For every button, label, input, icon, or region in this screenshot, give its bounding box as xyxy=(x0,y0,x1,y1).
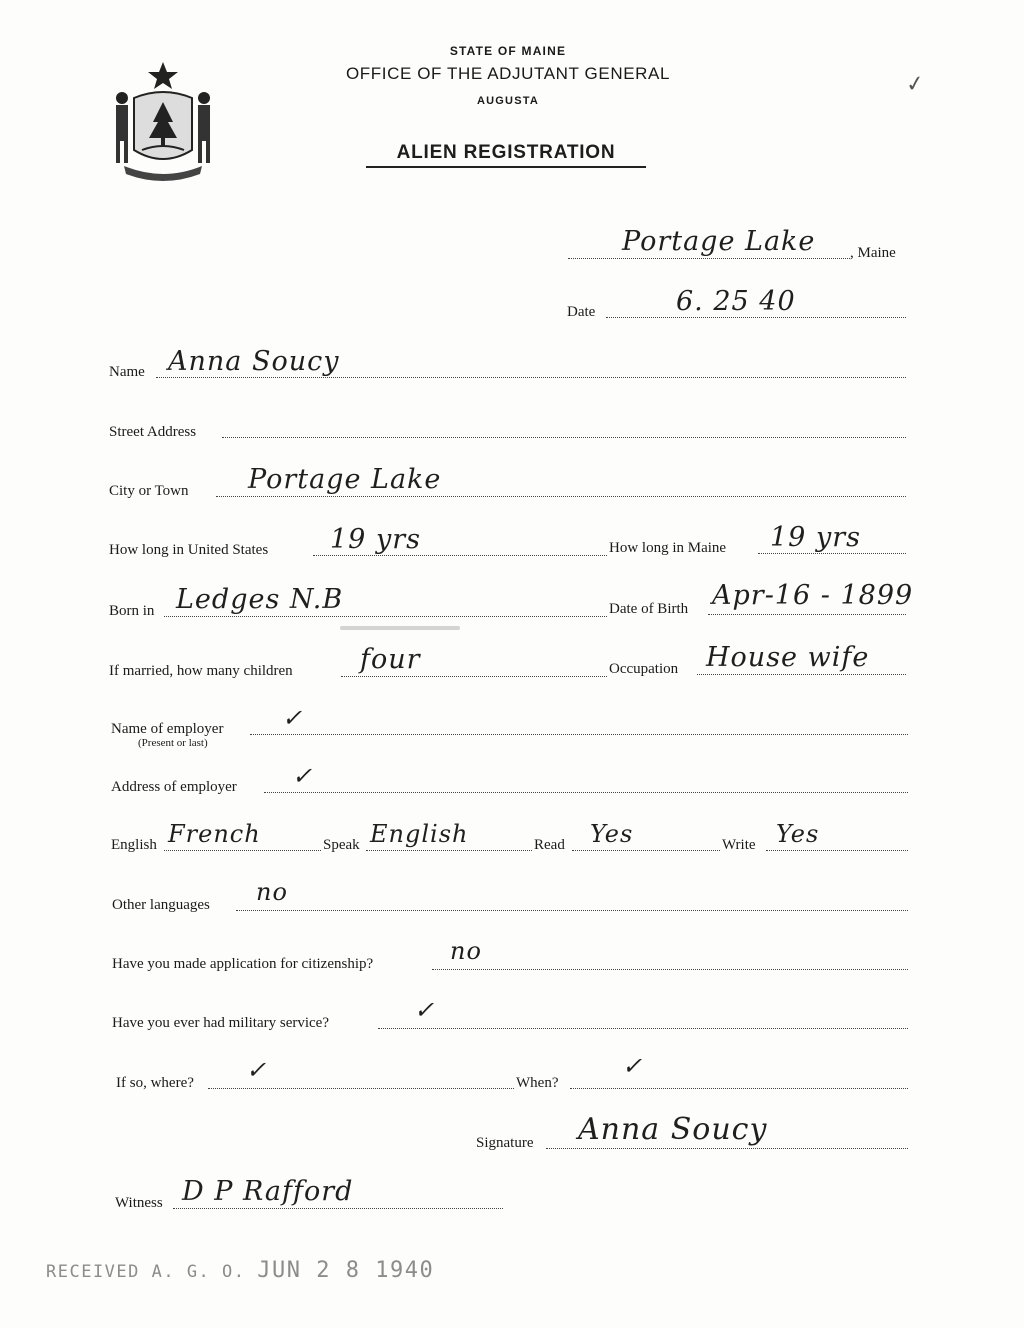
date-of-birth-label: Date of Birth xyxy=(609,601,689,617)
signature-value: Anna Soucy xyxy=(578,1112,768,1147)
employer-name-sublabel: (Present or last) xyxy=(138,737,208,749)
when-label: When? xyxy=(516,1075,559,1091)
form-title: ALIEN REGISTRATION xyxy=(366,142,646,168)
read-line xyxy=(572,850,720,851)
name-value: Anna Soucy xyxy=(168,346,340,377)
born-in-label: Born in xyxy=(109,603,155,619)
place-value: Portage Lake xyxy=(622,226,816,257)
received-stamp-date: JUN 2 8 1940 xyxy=(257,1258,435,1283)
born-in-value: Ledges N.B xyxy=(176,584,344,615)
date-of-birth-value: Apr-16 - 1899 xyxy=(712,580,914,611)
maine-state-seal-icon xyxy=(104,58,222,184)
speak-value: English xyxy=(370,820,469,848)
signature-line xyxy=(546,1148,908,1149)
how-long-us-value: 19 yrs xyxy=(330,524,421,555)
received-stamp xyxy=(46,1258,434,1283)
occupation-value: House wife xyxy=(706,642,870,673)
how-long-maine-value: 19 yrs xyxy=(770,522,861,553)
born-in-line xyxy=(164,616,607,617)
military-value: ✓ xyxy=(414,996,436,1024)
english-line xyxy=(164,850,321,851)
children-value: four xyxy=(360,644,421,675)
office-heading: OFFICE OF THE ADJUTANT GENERAL xyxy=(345,64,671,83)
name-line xyxy=(156,377,906,378)
read-value: Yes xyxy=(590,820,634,848)
date-label: Date xyxy=(567,304,596,320)
how-long-us-label: How long in United States xyxy=(109,542,269,558)
received-stamp-prefix: RECEIVED A. G. O. xyxy=(46,1262,246,1282)
witness-value: D P Rafford xyxy=(182,1176,354,1207)
speak-line xyxy=(366,850,532,851)
other-languages-line xyxy=(236,910,908,911)
write-value: Yes xyxy=(776,820,820,848)
city-heading: AUGUSTA xyxy=(477,95,539,107)
signature-label: Signature xyxy=(476,1135,534,1151)
military-label: Have you ever had military service? xyxy=(112,1015,329,1031)
when-value: ✓ xyxy=(622,1052,644,1080)
employer-address-line xyxy=(264,792,908,793)
children-label: If married, how many children xyxy=(109,663,293,679)
where-value: ✓ xyxy=(246,1056,268,1084)
city-town-label: City or Town xyxy=(109,483,189,499)
where-line xyxy=(208,1088,514,1089)
english-label: English xyxy=(111,837,157,853)
employer-name-line xyxy=(250,734,908,735)
speak-label: Speak xyxy=(323,837,360,853)
military-line xyxy=(378,1028,908,1029)
write-label: Write xyxy=(722,837,756,853)
children-line xyxy=(341,676,607,677)
name-label: Name xyxy=(109,364,145,380)
date-value: 6. 25 40 xyxy=(676,286,796,317)
how-long-maine-label: How long in Maine xyxy=(609,540,727,556)
citizenship-value: no xyxy=(450,937,482,965)
city-town-line xyxy=(216,496,906,497)
employer-address-label: Address of employer xyxy=(111,779,237,795)
read-label: Read xyxy=(534,837,565,853)
witness-label: Witness xyxy=(115,1195,163,1211)
citizenship-line xyxy=(432,969,908,970)
employer-name-value: ✓ xyxy=(282,704,304,732)
occupation-line xyxy=(697,674,906,675)
write-line xyxy=(766,850,908,851)
citizenship-label: Have you made application for citizenship? xyxy=(112,956,374,972)
how-long-us-line xyxy=(313,555,607,556)
witness-line xyxy=(173,1208,503,1209)
place-suffix: , Maine xyxy=(850,245,896,261)
other-languages-label: Other languages xyxy=(112,897,210,913)
place-line xyxy=(568,258,850,259)
date-line xyxy=(606,317,906,318)
corner-check-mark: ✓ xyxy=(904,70,927,99)
employer-address-value: ✓ xyxy=(292,762,314,790)
street-address-label: Street Address xyxy=(109,424,197,440)
street-address-line xyxy=(222,437,906,438)
other-languages-value: no xyxy=(256,878,288,906)
when-line xyxy=(570,1088,908,1089)
pencil-underline xyxy=(340,626,460,630)
date-of-birth-line xyxy=(708,614,906,615)
english-value: French xyxy=(168,820,261,848)
how-long-maine-line xyxy=(758,553,906,554)
where-label: If so, where? xyxy=(116,1075,194,1091)
occupation-label: Occupation xyxy=(609,661,679,677)
city-town-value: Portage Lake xyxy=(248,464,442,495)
state-heading: STATE OF MAINE xyxy=(449,44,567,58)
employer-name-label: Name of employer xyxy=(111,721,224,737)
